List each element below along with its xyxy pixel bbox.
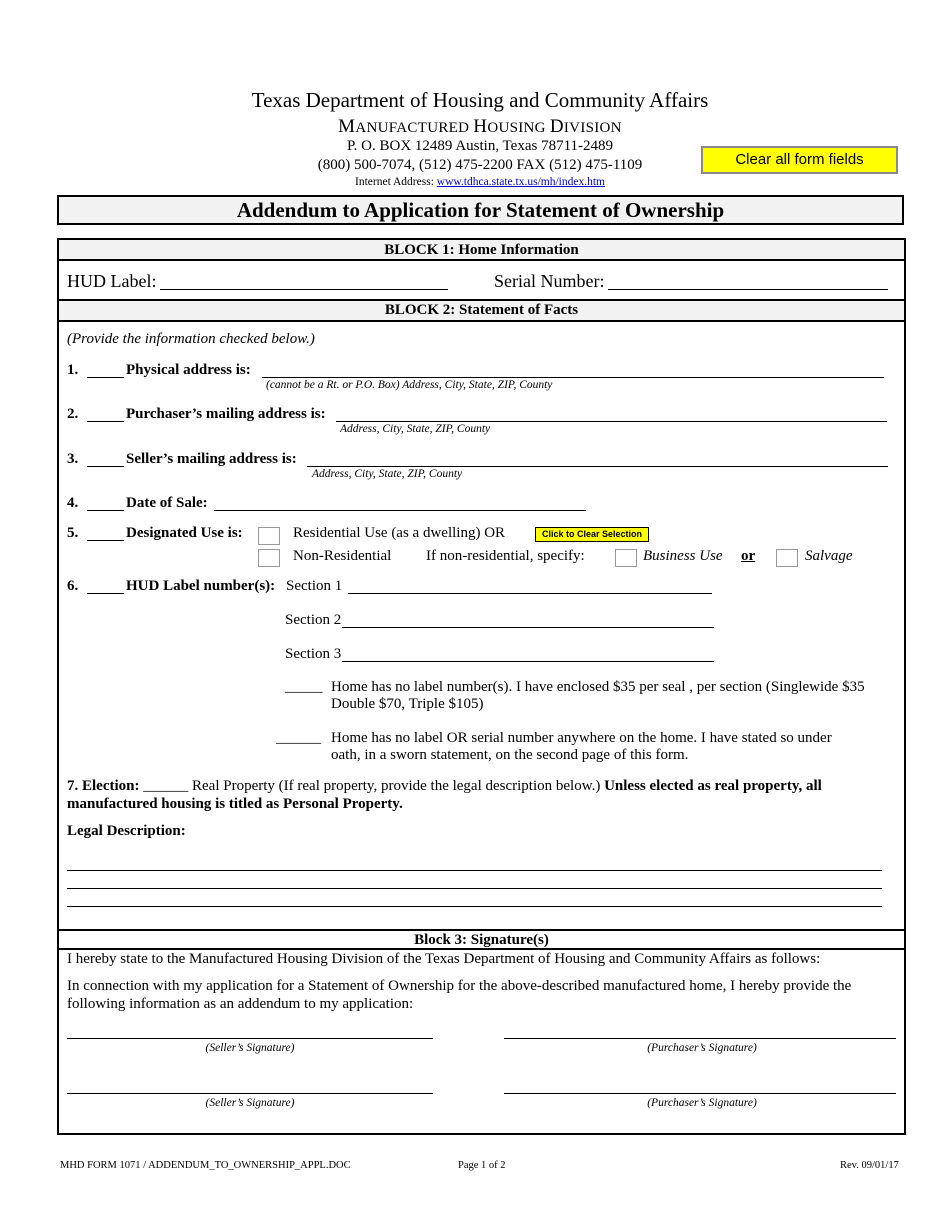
specify-label: If non-residential, specify: xyxy=(426,548,585,564)
agency-name: Texas Department of Housing and Community Affairs xyxy=(251,88,709,112)
legal-description-line-2[interactable] xyxy=(67,888,882,889)
section2-field[interactable] xyxy=(342,627,714,628)
item4-label: Date of Sale: xyxy=(126,495,208,511)
legal-description-line-3[interactable] xyxy=(67,906,882,907)
item2-label: Purchaser’s mailing address is: xyxy=(126,406,326,422)
no-label-text-line2: Double $70, Triple $105) xyxy=(331,696,484,712)
item2-hint: Address, City, State, ZIP, County xyxy=(340,423,491,435)
item2-check-field[interactable] xyxy=(87,421,124,422)
divider xyxy=(59,320,904,322)
block2-instructions: (Provide the information checked below.) xyxy=(67,331,315,347)
connection-text-line2: following information as an addendum to my application: xyxy=(67,996,414,1012)
page-number: Page 1 of 2 xyxy=(458,1160,506,1171)
item6-check-field[interactable] xyxy=(87,593,124,594)
item6-number: 6. xyxy=(67,578,79,594)
item1-label: Physical address is: xyxy=(126,362,251,378)
seller-address-field[interactable] xyxy=(307,466,888,467)
physical-address-field[interactable] xyxy=(262,377,884,378)
purchaser-signature-line-1[interactable] xyxy=(504,1038,896,1039)
connection-text-line1: In connection with my application for a Statement of Ownership for the above-described manufactured home, I hereby provide the xyxy=(67,978,852,994)
website-link[interactable]: www.tdhca.state.tx.us/mh/index.htm xyxy=(436,176,605,188)
election-line2: manufactured housing is titled as Personal Property. xyxy=(67,796,403,812)
revision-date: Rev. 09/01/17 xyxy=(840,1160,899,1171)
non-residential-checkbox[interactable] xyxy=(258,549,280,567)
section2-label: Section 2 xyxy=(285,612,342,628)
seller-signature-line-2[interactable] xyxy=(67,1093,433,1094)
election-blank[interactable]: ______ xyxy=(143,778,189,794)
item6-label: HUD Label number(s): xyxy=(126,578,276,594)
non-residential-label: Non-Residential xyxy=(293,548,392,564)
purchaser-signature-caption-2: (Purchaser’s Signature) xyxy=(647,1097,757,1109)
mailing-address: P. O. BOX 12489 Austin, Texas 78711-2489 xyxy=(346,138,614,154)
seller-signature-caption-1: (Seller’s Signature) xyxy=(205,1042,295,1054)
section1-label: Section 1 xyxy=(286,578,343,594)
block2-heading: BLOCK 2: Statement of Facts xyxy=(59,301,904,320)
seller-signature-caption-2: (Seller’s Signature) xyxy=(205,1097,295,1109)
hud-label-label: HUD Label: xyxy=(67,271,157,291)
clear-selection-button[interactable]: Click to Clear Selection xyxy=(535,527,649,542)
item5-label: Designated Use is: xyxy=(126,525,243,541)
item1-number: 1. xyxy=(67,362,79,378)
item4-check-field[interactable] xyxy=(87,510,124,511)
purchaser-signature-line-2[interactable] xyxy=(504,1093,896,1094)
item3-check-field[interactable] xyxy=(87,466,124,467)
no-serial-text-line2: oath, in a sworn statement, on the second page of this form. xyxy=(331,747,689,763)
item3-label: Seller’s mailing address is: xyxy=(126,451,297,467)
residential-checkbox[interactable] xyxy=(258,527,280,545)
election-line1: 7. Election: ______ Real Property (If real property, provide the legal description below.) Unless elected as real property, all xyxy=(67,778,822,794)
form-title: Addendum to Application for Statement of Ownership xyxy=(57,195,904,225)
item5-check-field[interactable] xyxy=(87,540,124,541)
section3-field[interactable] xyxy=(342,661,714,662)
or-label: or xyxy=(741,548,756,564)
date-of-sale-field[interactable] xyxy=(214,510,586,511)
item1-check-field[interactable] xyxy=(87,377,124,378)
item3-hint: Address, City, State, ZIP, County xyxy=(312,468,463,480)
phone-numbers: (800) 500-7074, (512) 475-2200 FAX (512) 475-1109 xyxy=(317,157,643,173)
no-label-blank[interactable]: _____ xyxy=(285,679,323,695)
item2-number: 2. xyxy=(67,406,79,422)
divider xyxy=(59,259,904,261)
legal-description-label: Legal Description: xyxy=(67,823,186,839)
business-use-checkbox[interactable] xyxy=(615,549,637,567)
block3-heading: Block 3: Signature(s) xyxy=(59,931,904,949)
division-name: MANUFACTURED HOUSING DIVISION xyxy=(338,116,622,137)
item5-number: 5. xyxy=(67,525,79,541)
clear-all-fields-button[interactable]: Clear all form fields xyxy=(701,146,898,174)
salvage-label: Salvage xyxy=(805,548,853,564)
hud-label-field[interactable] xyxy=(160,289,448,290)
residential-label: Residential Use (as a dwelling) OR xyxy=(293,525,506,541)
legal-description-line-1[interactable] xyxy=(67,870,882,871)
no-serial-text-line1: Home has no label OR serial number anywhere on the home. I have stated so under xyxy=(331,730,832,746)
business-use-label: Business Use xyxy=(643,548,723,564)
section1-field[interactable] xyxy=(348,593,712,594)
divider xyxy=(59,948,904,950)
item3-number: 3. xyxy=(67,451,79,467)
item4-number: 4. xyxy=(67,495,79,511)
serial-number-label: Serial Number: xyxy=(494,271,605,291)
serial-number-field[interactable] xyxy=(608,289,888,290)
seller-signature-line-1[interactable] xyxy=(67,1038,433,1039)
purchaser-signature-caption-1: (Purchaser’s Signature) xyxy=(647,1042,757,1054)
item1-hint: (cannot be a Rt. or P.O. Box) Address, City, State, ZIP, County xyxy=(266,379,553,391)
no-serial-blank[interactable]: ______ xyxy=(276,730,321,746)
section3-label: Section 3 xyxy=(285,646,342,662)
purchaser-address-field[interactable] xyxy=(336,421,887,422)
no-label-text-line1: Home has no label number(s). I have enclosed $35 per seal , per section (Singlewide $35 xyxy=(331,679,865,695)
block1-heading: BLOCK 1: Home Information xyxy=(59,240,904,260)
form-id: MHD FORM 1071 / ADDENDUM_TO_OWNERSHIP_APPL.DOC xyxy=(60,1160,351,1171)
statement-text: I hereby state to the Manufactured Housing Division of the Texas Department of Housing and Community Affairs as follows: xyxy=(67,951,821,967)
salvage-checkbox[interactable] xyxy=(776,549,798,567)
internet-address: Internet Address: www.tdhca.state.tx.us/mh/index.htm xyxy=(355,176,605,188)
